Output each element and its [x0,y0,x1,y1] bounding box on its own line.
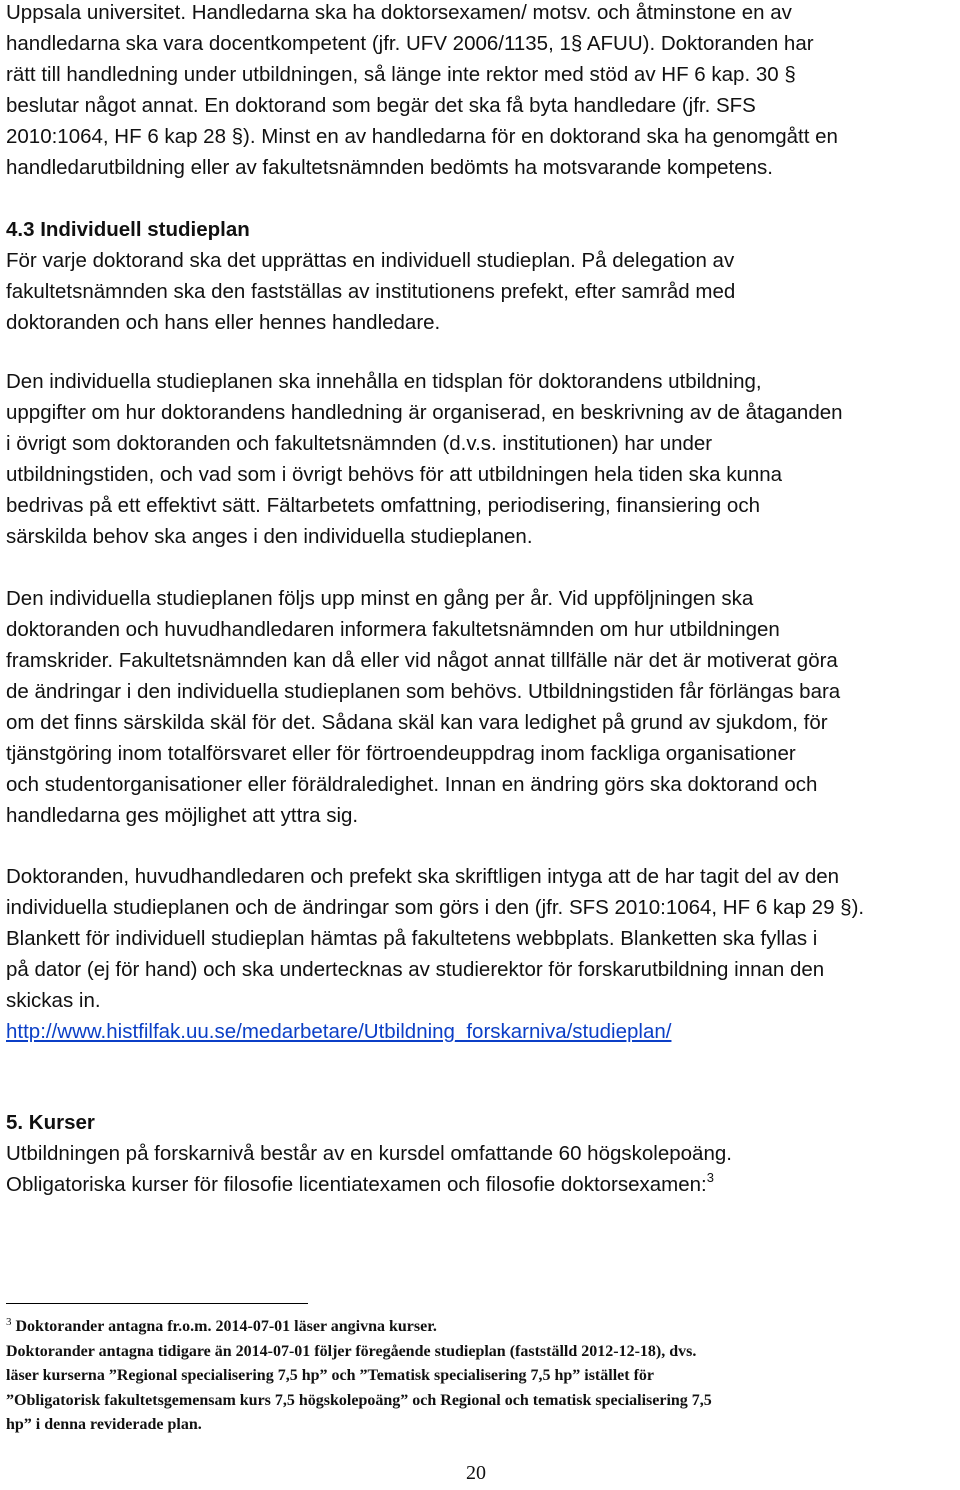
text-line: handledarna ska vara docentkompetent (jfr. UFV 2006/1135, 1§ AFUU). Doktoranden har [6,32,814,55]
text-line: Utbildningen på forskarnivå består av en kursdel omfattande 60 högskolepoäng. [6,1142,732,1165]
text-line: de ändringar i den individuella studieplanen som behövs. Utbildningstiden får förlängas bara [6,680,841,703]
text-line: utbildningstiden, och vad som i övrigt behövs för att utbildningen hela tiden ska kunna [6,463,783,486]
paragraph-study-plan-content [6,366,843,552]
study-plan-link[interactable]: http://www.histfilfak.uu.se/medarbetare/Utbildning_forskarniva/studieplan/ [6,1020,672,1043]
text-line: doktoranden och huvudhandledaren informera fakultetsnämnden om hur utbildningen [6,618,780,641]
footnote-marker: 3 [6,1316,12,1328]
text-line: Den individuella studieplanen ska innehålla en tidsplan för doktorandens utbildning, [6,370,762,393]
text-line: 2010:1064, HF 6 kap 28 §). Minst en av handledarna för en doktorand ska ha genomgått en [6,125,838,148]
footnote-line: hp” i denna reviderade plan. [6,1416,202,1433]
text-line: individuella studieplanen och de ändringar som görs i den (jfr. SFS 2010:1064, HF 6 kap 29 §). [6,896,865,919]
text-line: skickas in. [6,989,101,1012]
text-line: bedrivas på ett effektivt sätt. Fältarbetets omfattning, periodisering, finansiering och [6,494,760,517]
text-line: Uppsala universitet. Handledarna ska ha doktorsexamen/ motsv. och åtminstone en av [6,1,792,24]
footnote-separator [6,1303,308,1304]
footnote [6,1315,712,1438]
paragraph-follow-up [6,583,840,831]
text-line-content: Obligatoriska kurser för filosofie licentiatexamen och filosofie doktorsexamen: [6,1173,707,1196]
section-heading: 4.3 Individuell studieplan [6,218,250,241]
text-line: Blankett för individuell studieplan hämtas på fakultetens webbplats. Blanketten ska fyllas i [6,927,818,950]
footnote-line: Doktorander antagna tidigare än 2014-07-01 följer föregående studieplan (fastställd 2012-12-18), dvs. [6,1342,697,1360]
footnote-reference[interactable]: 3 [706,1170,714,1185]
text-line: För varje doktorand ska det upprättas en individuell studieplan. På delegation av [6,249,735,272]
section-5 [6,1107,732,1200]
text-line: handledarna ges möjlighet att yttra sig. [6,804,359,827]
text-line: tjänstgöring inom totalförsvaret eller för förtroendeuppdrag inom fackliga organisationer [6,742,796,765]
text-line: framskrider. Fakultetsnämnden kan då eller vid något annat tillfälle när det är motiverat göra [6,649,838,672]
paragraph-certification [6,861,864,1047]
text-line: fakultetsnämnden ska den fastställas av institutionens prefekt, efter samråd med [6,280,736,303]
footnote-line [6,1315,712,1340]
footnote-text: Doktorander antagna fr.o.m. 2014-07-01 läser angivna kurser. [11,1318,437,1335]
text-line [6,1169,732,1200]
text-line: på dator (ej för hand) och ska undertecknas av studierektor för forskarutbildning innan den [6,958,825,981]
text-line: Doktoranden, huvudhandledaren och prefekt ska skriftligen intyga att de har tagit del av den [6,865,840,888]
intro-paragraph [6,0,838,183]
text-line: Den individuella studieplanen följs upp minst en gång per år. Vid uppföljningen ska [6,587,754,610]
footnote-line: ”Obligatorisk fakultetsgemensam kurs 7,5 högskolepoäng” och Regional och tematisk specialisering 7,5 [6,1391,712,1409]
text-line: i övrigt som doktoranden och fakultetsnämnden (d.v.s. institutionen) har under [6,432,713,455]
text-line: doktoranden och hans eller hennes handledare. [6,311,441,334]
text-line: särskilda behov ska anges i den individuella studieplanen. [6,525,533,548]
text-line: uppgifter om hur doktorandens handledning är organiserad, en beskrivning av de åtaganden [6,401,843,424]
text-line: handledarutbildning eller av fakultetsnämnden bedömts ha motsvarande kompetens. [6,156,773,179]
text-line: rätt till handledning under utbildningen, så länge inte rektor med stöd av HF 6 kap. 30 § [6,63,796,86]
text-line: beslutar något annat. En doktorand som begär det ska få byta handledare (jfr. SFS [6,94,756,117]
text-line: och studentorganisationer eller föräldraledighet. Innan en ändring görs ska doktorand och [6,773,818,796]
footnote-line: läser kurserna ”Regional specialisering 7,5 hp” och ”Tematisk specialisering 7,5 hp” istället för [6,1367,655,1384]
section-heading: 5. Kurser [6,1111,95,1134]
section-4-3 [6,214,735,338]
text-line: om det finns särskilda skäl för det. Sådana skäl kan vara ledighet på grund av sjukdom, för [6,711,828,734]
page-number: 20 [466,1462,486,1484]
